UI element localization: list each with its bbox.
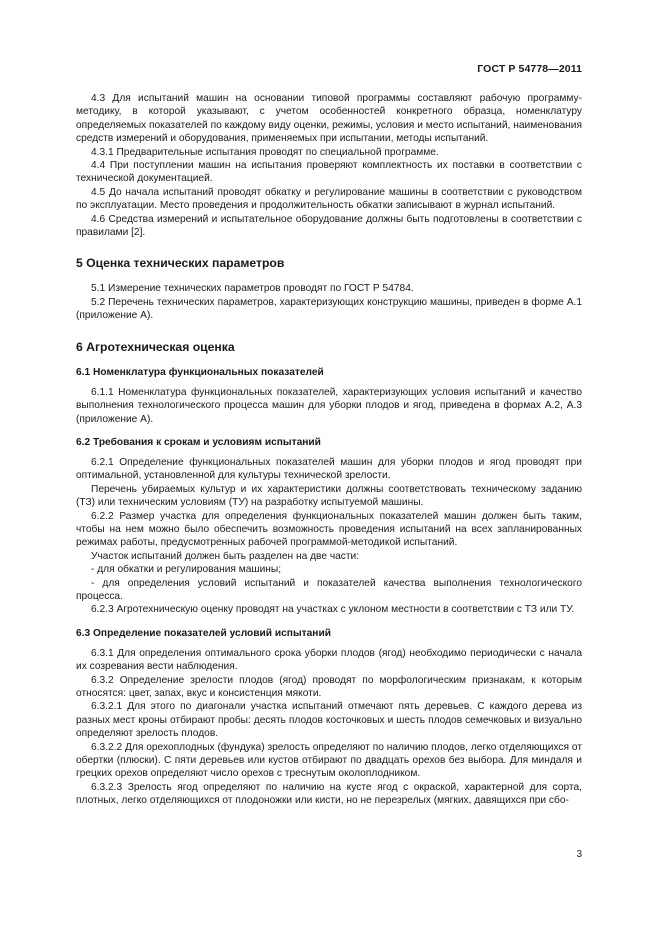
subsection-6-1-title: 6.1 Номенклатура функциональных показателей <box>76 366 324 378</box>
paragraph-6-3-2-1: 6.3.2.1 Для этого по диагонали участка испытаний отмечают пять деревьев. С каждого дерева из разных мест кроны отбирают пробы: десять плодов косточковых и шесть плодов семечковых и визуально определяют зрелость плодов. <box>76 701 582 740</box>
paragraph-5-2: 5.2 Перечень технических параметров, характеризующих конструкцию машины, приведен в форме А.1 (приложение А). <box>76 296 582 322</box>
paragraph-6-2-1-list: Перечень убираемых культур и их характеристики должны соответствовать техническому заданию (ТЗ) или техническим условиям (ТУ) на разработку испытуемой машины. <box>76 483 582 509</box>
paragraph-4-6: 4.6 Средства измерений и испытательное оборудование должны быть подготовлены в соответствии с правилами [2]. <box>76 213 582 239</box>
paragraph-6-3-2-3: 6.3.2.3 Зрелость ягод определяют по наличию на кусте ягод с окраской, характерной для сорта, плотных, легко отделяющихся от плодоножки или кисти, но не перезрелых (мягких, давящихся при сбо- <box>76 781 582 807</box>
list-item-break-in: - для обкатки и регулирования машины; <box>91 564 282 576</box>
paragraph-4-3-1: 4.3.1 Предварительные испытания проводят по специальной программе. <box>91 146 439 158</box>
section-5-title: 5 Оценка технических параметров <box>76 256 285 271</box>
paragraph-6-3-2-2: 6.3.2.2 Для орехоплодных (фундука) зрелость определяют по наличию плодов, легко отделяющихся от обертки (плюски). С пяти деревьев или кустов отбирают по двадцать орехов без выбора. Для миндаля и грецких орехов определяют число орехов с треснутым околоплодником. <box>76 741 582 780</box>
section-6-title: 6 Агротехническая оценка <box>76 339 235 354</box>
paragraph-6-2-2: 6.2.2 Размер участка для определения функциональных показателей машин должен быть таким, чтобы на нем можно было обеспечить возможность проведения испытаний на всех запланированных режимах работы, предусмотренных рабочей программой-методикой испытаний. <box>76 510 582 549</box>
document-body <box>76 92 582 808</box>
paragraph-6-1-1: 6.1.1 Номенклатура функциональных показателей, характеризующих условия испытаний и качество выполнения технологического процесса машин для уборки плодов и ягод, приведена в формах А.2, А.3 (приложение А). <box>76 386 582 425</box>
list-item-quality: - для определения условий испытаний и показателей качества выполнения технологического процесса. <box>76 577 582 602</box>
paragraph-6-2-1: 6.2.1 Определение функциональных показателей машин для уборки плодов и ягод проводят при оптимальной, установленной для культуры технической зрелости. <box>76 456 582 482</box>
page-number: 3 <box>576 849 582 860</box>
paragraph-4-3: 4.3 Для испытаний машин на основании типовой программы составляют рабочую программу-методику, в которой указывают, с учетом особенностей конкретного образца, номенклатуру определяемых показателей по каждому виду оценки, режимы, условия и место испытаний, наименования средств измерений и оборудования, применяемых при испытании, методы испытаний. <box>76 93 582 145</box>
subsection-6-2-title: 6.2 Требования к срокам и условиям испытаний <box>76 436 321 448</box>
paragraph-4-4: 4.4 При поступлении машин на испытания проверяют комплектность их поставки в соответствии с технической документацией. <box>76 160 582 185</box>
paragraph-6-2-3: 6.2.3 Агротехническую оценку проводят на участках с уклоном местности в соответствии с ТЗ или ТУ. <box>91 604 575 616</box>
paragraph-6-3-2: 6.3.2 Определение зрелости плодов (ягод) проводят по морфологическим признакам, к которым относятся: цвет, запах, вкус и консистенция мякоти. <box>76 674 582 699</box>
paragraph-6-3-1: 6.3.1 Для определения оптимального срока уборки плодов (ягод) необходимо периодически с начала их созревания вести наблюдения. <box>76 647 582 673</box>
subsection-6-3-title: 6.3 Определение показателей условий испытаний <box>76 627 331 639</box>
paragraph-5-1: 5.1 Измерение технических параметров проводят по ГОСТ Р 54784. <box>91 283 414 295</box>
document-code-header: ГОСТ Р 54778—2011 <box>477 63 582 75</box>
paragraph-4-5: 4.5 До начала испытаний проводят обкатку и регулирование машины в соответствии с руководством по эксплуатации. Место проведения и продолжительность обкатки записывают в журнал испытаний. <box>76 186 582 212</box>
paragraph-6-2-2-parts: Участок испытаний должен быть разделен на две части: <box>91 550 360 562</box>
